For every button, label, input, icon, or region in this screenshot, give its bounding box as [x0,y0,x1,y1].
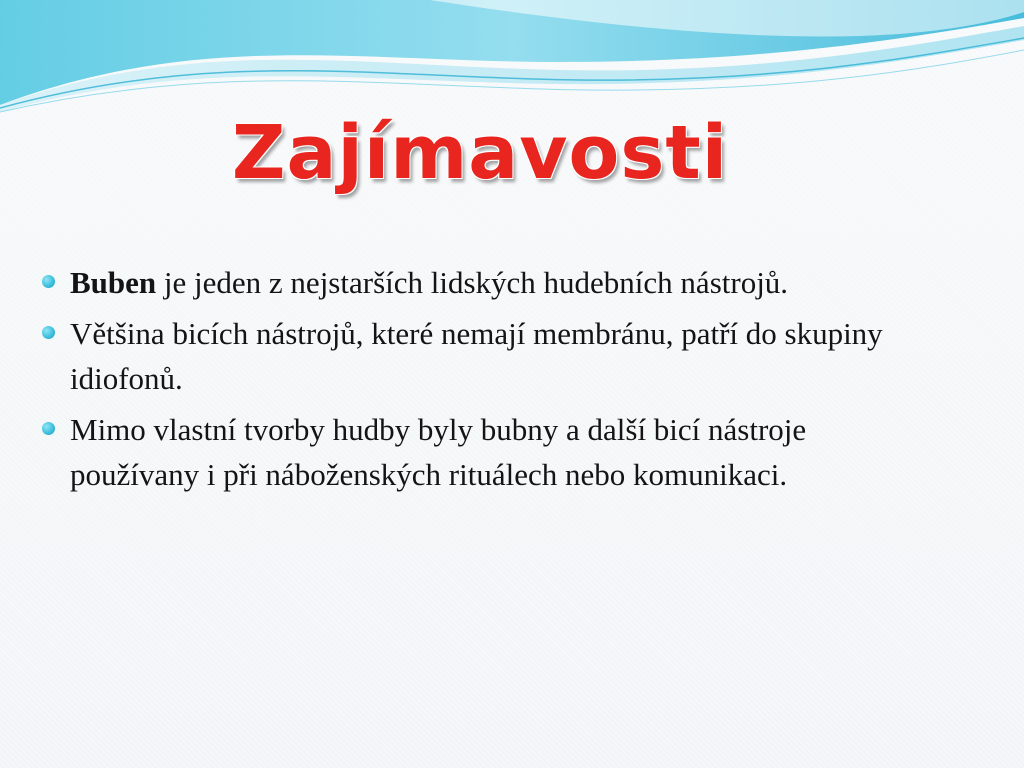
bullet-text: Mimo vlastní tvorby hudby byly bubny a další bicí nástroje používany i při náboženských rituálech nebo komunikaci. [70,412,807,492]
circle-bullet-icon [42,275,55,288]
slide-content [40,260,940,503]
bullet-list [40,260,940,497]
bullet-bold-term: Buben [70,265,157,300]
bullet-item [40,260,940,305]
slide-title: Zajímavosti [231,110,729,196]
circle-bullet-icon [42,422,55,435]
bullet-text: Většina bicích nástrojů, které nemají membránu, patří do skupiny idiofonů. [70,316,883,396]
bullet-text: je jeden z nejstarších lidských hudebních nástrojů. [156,265,789,300]
circle-bullet-icon [42,326,55,339]
bullet-item [40,311,940,401]
bullet-item [40,407,940,497]
